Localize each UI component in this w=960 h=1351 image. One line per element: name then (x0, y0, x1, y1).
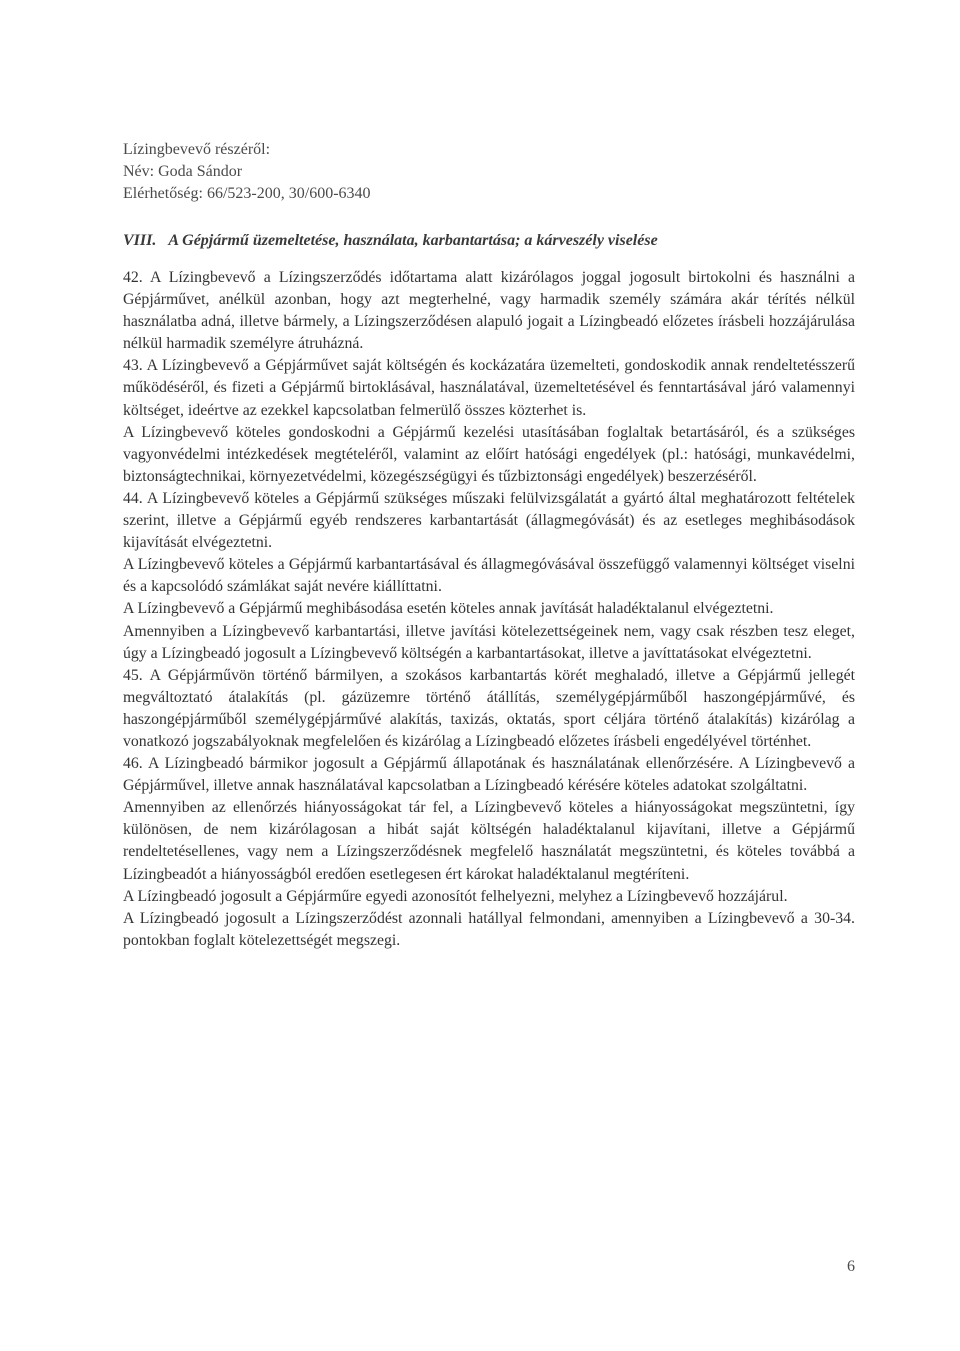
section-numeral: VIII. (123, 232, 157, 249)
paragraph-46-c: A Lízingbeadó jogosult a Gépjárműre egyedi azonosítót felhelyezni, melyhez a Lízingbevevő hozzájárul. (123, 887, 788, 905)
paragraph-43: 43. A Lízingbevevő a Gépjárművet saját költségén és kockázatára üzemelteti, gondoskodik annak rendeltetésszerű működéséről, és fizeti a Gépjármű birtoklásával, használatával, üzemeltetésével és fenntartásával járó valamennyi költséget, ideértve az ezekkel kapcsolatban felmerülő összes közterhet is. (123, 357, 855, 419)
paragraph-45: 45. A Gépjárművön történő bármilyen, a szokásos karbantartás körét meghaladó, illetve a Gépjármű jellegét megváltoztató átalakítás (pl. gázüzemre történő átállítás, személygépjárműből haszongépjárművé, és haszongépjárműből személygépjárművé alakítás, taxizás, oktatás, sport céljára történő átalakítás) kizárólag a vonatkozó jogszabályoknak megfelelően és kizárólag a Lízingbeadó előzetes írásbeli engedélyével történhet. (123, 666, 855, 750)
page-number: 6 (847, 1258, 855, 1275)
paragraph-44-c: A Lízingbevevő a Gépjármű meghibásodása esetén köteles annak javítását haladéktalanul elvégeztetni. (123, 600, 774, 618)
section-heading (123, 230, 863, 252)
paragraph-46-d: A Lízingbeadó jogosult a Lízingszerződést azonnali hatállyal felmondani, amennyiben a Lízingbevevő a 30-34. pontokban foglalt kötelezettségét megszegi. (123, 909, 855, 949)
paragraph-44-b: A Lízingbevevő köteles a Gépjármű karbantartásával és állagmegóvásával összefüggő valamennyi költséget viselni és a kapcsolódó számlákat saját nevére kiállíttatni. (123, 556, 855, 596)
body-text (123, 267, 855, 952)
paragraph-44-d: Amennyiben a Lízingbevevő karbantartási, illetve javítási kötelezettségeinek nem, vagy csak részben tesz eleget, úgy a Lízingbeadó jogosult a Lízingbevevő költségén a karbantartásokat, illetve a javíttatásokat elvégeztetni. (123, 622, 855, 662)
contact-phone: Elérhetőség: 66/523-200, 30/600-6340 (123, 185, 371, 202)
contact-name: Név: Goda Sándor (123, 163, 243, 180)
paragraph-46: 46. A Lízingbeadó bármikor jogosult a Gépjármű állapotának és használatának ellenőrzésére. A Lízingbevevő a Gépjárművel, illetve annak használatával kapcsolatban a Lízingbeadó kérésére köteles adatokat szolgáltatni. (123, 755, 855, 795)
paragraph-46-b: Amennyiben az ellenőrzés hiányosságokat tár fel, a Lízingbevevő köteles a hiányosságokat megszüntetni, így különösen, de nem kizárólagosan a hibát saját költségén haladéktalanul kijavítani, illetve a Gépjármű rendeltetésellenes, vagy nem a Lízingszerződésnek megfelelő használatát megszüntetni, és köteles továbbá a Lízingbeadót a hiányosságból eredően esetlegesen ért károkat haladéktalanul megtéríteni. (123, 799, 855, 883)
contact-block (123, 139, 623, 205)
paragraph-43-b: A Lízingbevevő köteles gondoskodni a Gépjármű kezelési utasításában foglaltak betartásáról, és a szükséges vagyonvédelmi intézkedések megtételéről, valamint az előírt hatósági engedélyek (pl.: hatósági, munkavédelmi, biztonságtechnikai, környezetvédelmi, közegészségügyi és tűzbiztonsági engedélyek) beszerzéséről. (123, 423, 855, 485)
paragraph-42: 42. A Lízingbevevő a Lízingszerződés időtartama alatt kizárólagos joggal jogosult birtokolni és használni a Gépjárművet, anélkül azonban, hogy azt megterhelné, vagy harmadik személy számára akár térítés nélkül használatba adná, illetve bármely, a Lízingszerződésen alapuló jogait a Lízingbeadó előzetes írásbeli hozzájárulása nélkül harmadik személyre átruházná. (123, 269, 855, 353)
contact-heading: Lízingbevevő részéről: (123, 141, 271, 158)
section-title: A Gépjármű üzemeltetése, használata, karbantartása; a kárveszély viselése (168, 232, 658, 249)
paragraph-44: 44. A Lízingbevevő köteles a Gépjármű szükséges műszaki felülvizsgálatát a gyártó által meghatározott feltételek szerint, illetve a Gépjármű egyéb rendszeres karbantartását (állagmegóvását) és az esetleges meghibásodások kijavítását elvégeztetni. (123, 489, 855, 552)
